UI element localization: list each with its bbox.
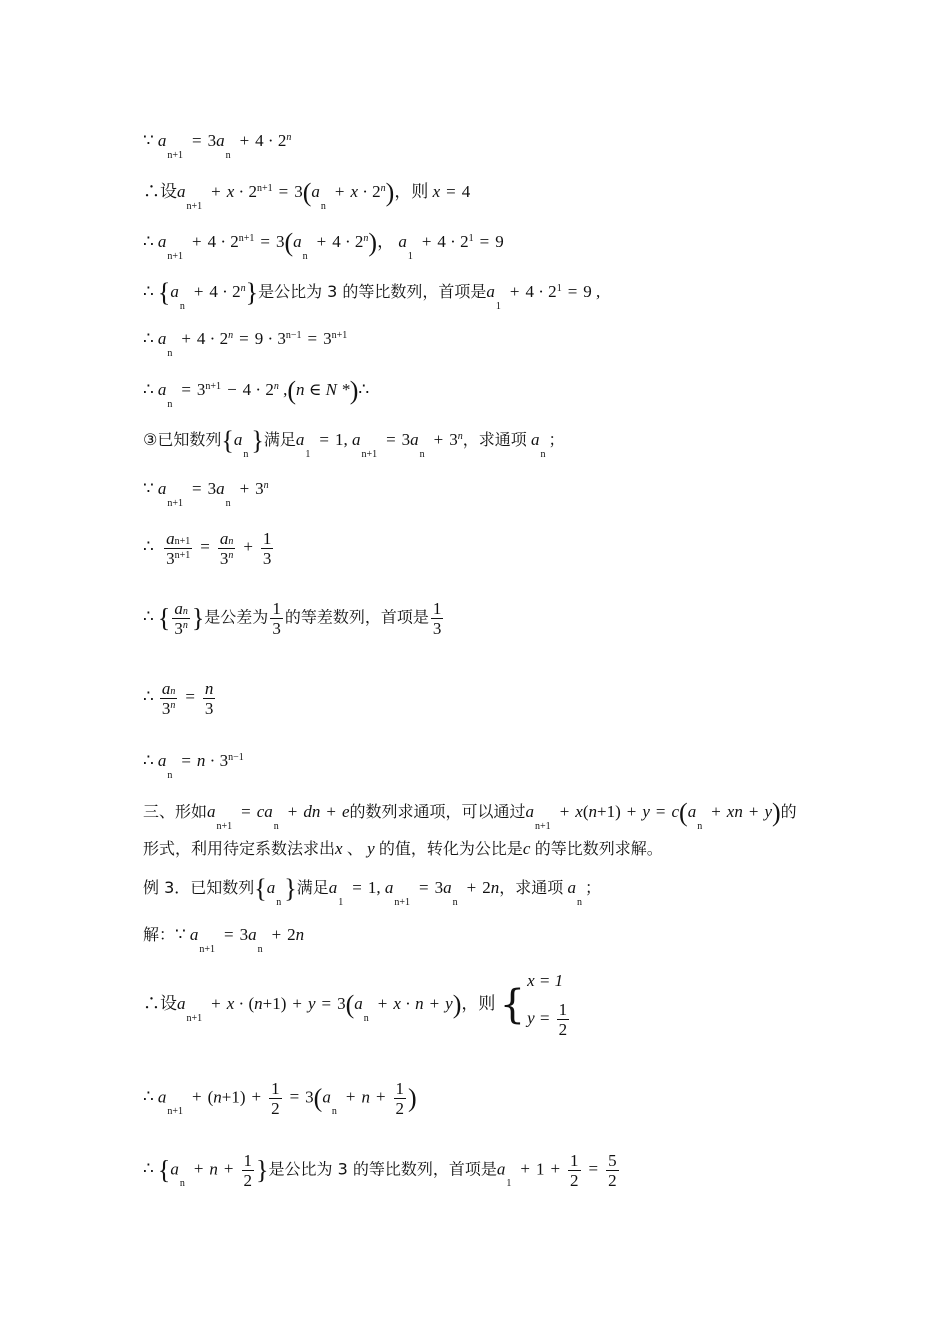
solution-line-1: 解：∵ $a_{n+1}= 3a_n+ 2n$ (143, 925, 305, 955)
example-3-statement: ③已知数列{$a_n$ }满足$a_1= 1$, $a_{n+1}= 3a_n+ 3^n$，求通项 $a_n$； (143, 426, 565, 460)
section-3-line-1: 三、形如$a_{n+1}= ca_n+$ dn + e的数列求通项，可以通过$a_{n+1}+ x(n+1) + y = c(a_n+$ xn + y)的 (143, 798, 797, 832)
example-3-title: 例 3．已知数列{$a_n$ }满足$a_1= 1$, $a_{n+1}= 3a_n+ 2n$，求通项 $a_n$； (143, 874, 601, 908)
eq-line-2: ∴设$a_{n+1}+ x \cdot 2^{n+1} = 3(a_n+ x \cdot 2^n)$，则 x = 4 (143, 178, 471, 212)
solution-line-4: ∴ {$a_n+ n$ + $\frac{1}{2}$ }是公比为 3 的等比数列，首项是$a_1+ 1$ + $\frac{1}{2}$ = $\frac{5}{2}$ (143, 1151, 617, 1190)
eq-line-8: ∵ $a_{n+1}= 3a_n+ 3^n$ (143, 479, 269, 509)
eq-line-11: ∴ $\frac{an}{3^n}$ = $\frac{n}{3}$ (143, 679, 214, 718)
eq-line-9: ∴ $\frac{an+1}{3^{n+1}}$ = $\frac{an}{3^n}$ + $\frac{1}{3}$ (143, 529, 272, 568)
eq-line-5: ∴ $a_n+ 4 \cdot 2^n = 9 \cdot 3^{n-1} = 3^{n+1}$ (143, 329, 348, 359)
eq-line-4: ∴ $\{a_n+ 4 \cdot 2^n\}$是公比为 3 的等比数列，首项是$a_1+ 4 \cdot 2^1 = 9$ , (143, 278, 601, 312)
eq-line-12: ∴ $a_n= n \cdot 3^{n-1}$ (143, 751, 244, 781)
solution-line-2: ∴设$a_{n+1}+ x \cdot (n+1) + y = 3(a_n+ x \cdot n + y)$，则 { x = 1 y = $\frac{1}{2}$ (143, 971, 568, 1039)
solution-line-3: ∴ $a_{n+1}+ (n+1)$ + $\frac{1}{2}$ = $3(a_n+ n$ + $\frac{1}{2}$ ) (143, 1079, 417, 1118)
section-3-line-2: 形式，利用待定系数法求出x 、 y 的值，转化为公比是c 的等比数列求解。 (143, 839, 663, 858)
eq-line-10: ∴ { $\frac{an}{3^n}$ }是公差为 $\frac{1}{3}$ 的等差数列，首项是 $\frac{1}{3}$ (143, 599, 442, 638)
eq-line-6: ∴ $a_n= 3^{n+1} - 4 \cdot 2^n$ ,(n ∈ N *)∴ (143, 376, 370, 410)
eq-line-3: ∴ $a_{n+1}+ 4 \cdot 2^{n+1} = 3(a_n+ 4 \cdot 2^n)$， $a_1+ 4 \cdot 2^1 = 9$ (143, 228, 504, 262)
eq-line-1: ∵ $a_{n+1}= 3a_n+ 4 \cdot 2^n$ (143, 131, 292, 161)
